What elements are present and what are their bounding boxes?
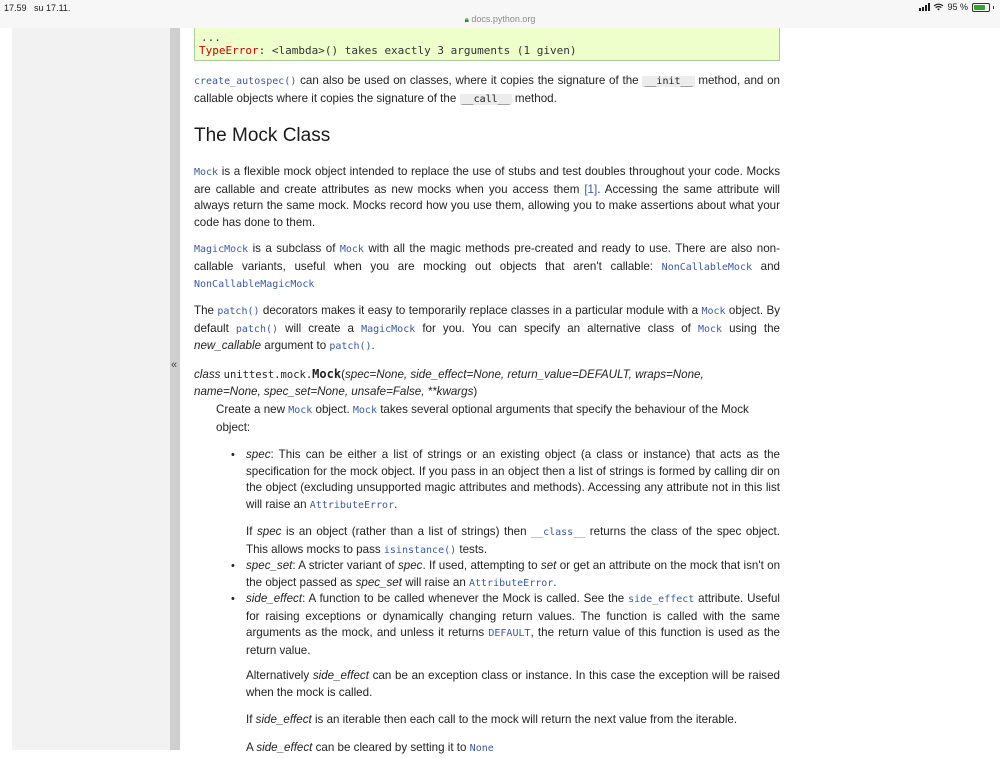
class-signature: class unittest.mock.Mock(spec=None, side_effect=None, return_value=DEFAULT, wraps=None, name=None, spec_set=None, unsafe=False, **kwargs) (194, 367, 704, 398)
link-magicmock[interactable]: MagicMock (194, 244, 249, 255)
link-isinstance[interactable]: isinstance() (383, 544, 457, 556)
link-mock[interactable]: Mock (352, 405, 377, 416)
bullet: • (231, 560, 235, 572)
status-icons (919, 2, 994, 12)
paragraph-autospec: create_autospec() can also be used on classes, where it copies the signature of the __init__ method, and on callable objects where it copies the signature of the __call__ method. (194, 74, 781, 105)
code-error-message: : <lambda>() takes exactly 3 arguments (1 given) (258, 44, 577, 57)
list-item-side-effect: side_effect: A function to be called whenever the Mock is called. See the side_effect attribute. Useful for raising exceptions or dynamically changing return values. The function is called with the same arguments as the mock, and unless it returns DEFAULT, the return value of this function is used as the return value. (246, 592, 781, 657)
paragraph-magicmock: MagicMock is a subclass of Mock with all the magic methods pre-created and ready to use. There are also non-callable variants, useful when you are mocking out objects that aren't callable: NonCallableMock and NonCallableMagicMock (194, 242, 780, 290)
link-side-effect[interactable]: side_effect (628, 594, 695, 605)
link-patch[interactable]: patch() (217, 306, 260, 317)
battery-percent: 95 % (947, 2, 968, 12)
signature-params: name=None, spec_set=None, unsafe=False, **kwargs (194, 384, 474, 398)
link-patch[interactable]: patch() (235, 323, 279, 335)
bullet: • (231, 449, 235, 461)
link-none[interactable]: None (469, 743, 494, 754)
list-item-spec-note: If spec is an object (rather than a list of strings) then __class__ returns the class of the spec object. This allows mocks to pass isinstance() tests. (246, 525, 780, 556)
link-default[interactable]: DEFAULT (488, 628, 531, 639)
code-init: __init__ (644, 76, 693, 87)
battery-icon (972, 3, 990, 12)
sidebar (12, 28, 170, 750)
link-noncallablemock[interactable]: NonCallableMock (661, 261, 752, 273)
signature-params: spec=None, side_effect=None, return_value=DEFAULT, wraps=None, (344, 368, 704, 381)
link-patch[interactable]: patch() (329, 341, 372, 352)
paragraph-description: Create a new Mock object. Mock takes several optional arguments that specify the behaviour of the Mock object: (216, 403, 749, 434)
address-bar[interactable] (0, 14, 1000, 25)
page-margin (0, 28, 12, 750)
footnote-link[interactable]: [1] (584, 182, 598, 196)
code-call: __call__ (461, 93, 510, 105)
list-item-side-effect-clear: A side_effect can be cleared by setting it to None (246, 741, 494, 754)
code-block (194, 28, 780, 61)
cellular-signal-icon (919, 3, 930, 11)
link-magicmock[interactable]: MagicMock (361, 323, 416, 335)
url-text: docs.python.org (471, 14, 536, 24)
list-item-side-effect-exception: Alternatively side_effect can be an exception class or instance. In this case the exception will be raised when the mock is called. (246, 669, 781, 699)
status-time-date (4, 3, 70, 13)
signature-name: Mock (312, 367, 342, 381)
paragraph-mock: Mock is a flexible mock object intended to replace the use of stubs and test doubles throughout your code. Mocks are callable and create attributes as new mocks when you access them [1]. Accessing the same attribute will always return the same mock. Mocks record how you use them, allowing you to make assertions about what your code has done to them. (194, 165, 780, 229)
link-mock[interactable]: Mock (697, 323, 723, 335)
link-class[interactable]: __class__ (531, 527, 586, 538)
list-item-side-effect-iterable: If side_effect is an iterable then each call to the mock will return the next value from the iterable. (246, 713, 738, 726)
code-line: ... (201, 31, 221, 44)
code-line (199, 44, 577, 57)
link-mock[interactable]: Mock (339, 244, 364, 255)
link-attributeerror[interactable]: AttributeError (309, 499, 395, 511)
status-date: su 17.11. (34, 3, 71, 13)
status-bar (0, 0, 1000, 28)
link-create-autospec[interactable]: create_autospec() (194, 76, 297, 87)
bullet: • (231, 593, 235, 605)
wifi-icon (933, 3, 944, 11)
link-noncallablemagicmock[interactable]: NonCallableMagicMock (194, 279, 315, 290)
status-time: 17.59 (4, 3, 27, 13)
signature-module: unittest.mock. (223, 369, 313, 381)
link-mock[interactable]: Mock (288, 405, 313, 416)
signature-keyword: class (194, 368, 221, 381)
paragraph-patch: The patch() decorators makes it easy to temporarily replace classes in a particular module with a Mock object. By default patch() will create a MagicMock for you. You can specify an alternative class of Mock using the new_callable argument to patch(). (194, 304, 781, 352)
link-mock[interactable]: Mock (701, 306, 726, 317)
list-item-spec: spec: This can be either a list of strings or an existing object (a class or instance) that acts as the specification for the mock object. If you pass in an object then a list of strings is formed by calling dir on the object (excluding unsupported magic attributes and methods). Accessing any attribute not in this list will raise an AttributeError. (246, 448, 780, 511)
list-item-spec-set: spec_set: A stricter variant of spec. If used, attempting to set or get an attribute on the mock that isn't on the object passed as spec_set will raise an AttributeError. (246, 559, 781, 589)
section-heading: The Mock Class (194, 125, 331, 146)
lock-icon: 🔒︎ (464, 15, 469, 24)
sidebar-collapse-button[interactable]: « (171, 359, 178, 371)
link-mock[interactable]: Mock (194, 167, 219, 178)
link-attributeerror[interactable]: AttributeError (469, 577, 554, 589)
sidebar-collapse-bar[interactable] (170, 28, 180, 750)
code-error-name: TypeError (199, 44, 259, 57)
